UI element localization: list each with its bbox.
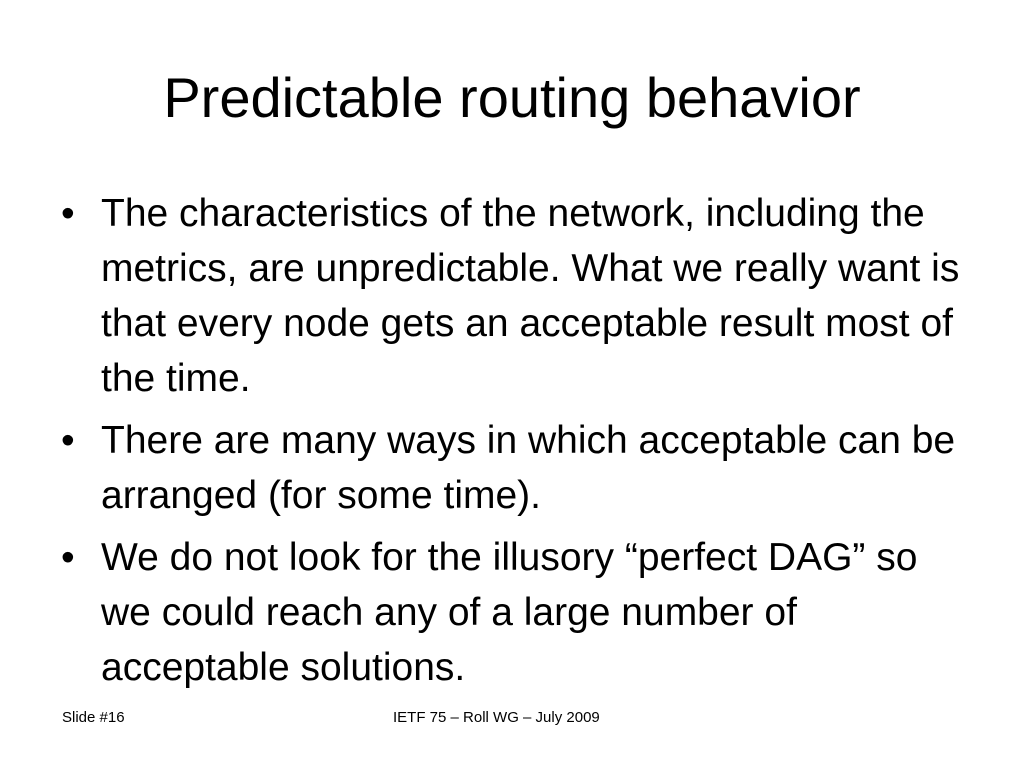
bullet-text: The characteristics of the network, including the metrics, are unpredictable. What we really want is that every node gets an acceptable result most of the time. bbox=[101, 192, 960, 400]
bullet-item bbox=[56, 530, 976, 695]
bullet-marker-icon: • bbox=[61, 536, 75, 579]
bullet-text: We do not look for the illusory “perfect DAG” so we could reach any of a large number of acceptable solutions. bbox=[101, 536, 918, 689]
bullet-item bbox=[56, 413, 976, 523]
bullet-list bbox=[56, 186, 976, 702]
bullet-marker-icon: • bbox=[61, 192, 75, 235]
bullet-marker-icon: • bbox=[61, 419, 75, 462]
slide-title: Predictable routing behavior bbox=[163, 66, 861, 129]
footer-event: IETF 75 – Roll WG – July 2009 bbox=[393, 709, 600, 726]
bullet-item bbox=[56, 186, 976, 406]
bullet-text: There are many ways in which acceptable can be arranged (for some time). bbox=[101, 419, 956, 517]
slide-number: Slide #16 bbox=[62, 709, 125, 726]
